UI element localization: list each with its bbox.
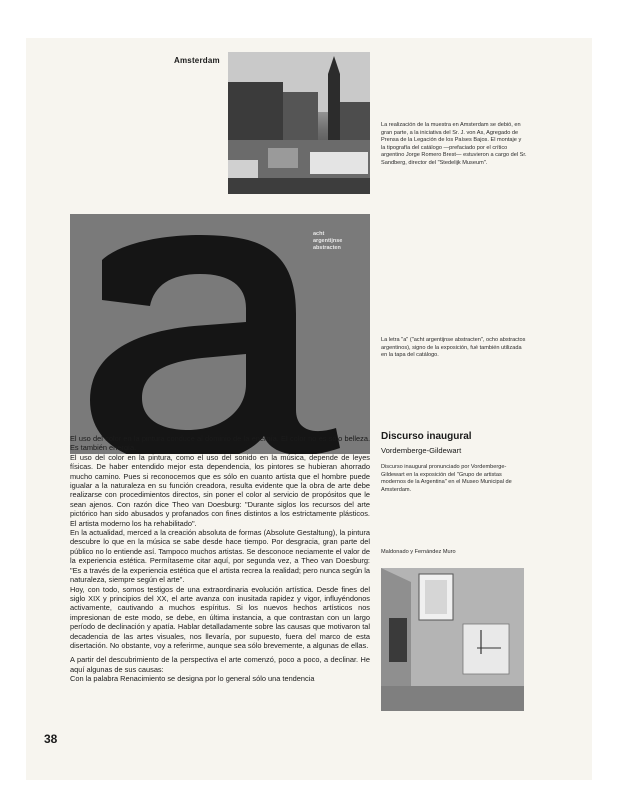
poster-caption: La letra "a" ("acht argentijnse abstracten", ocho abstractos argentinos), signo de la exposición, fué también utilizada en la tapa del catálogo. <box>381 337 526 359</box>
body-paragraph: Hoy, con todo, somos testigos de una extraordinaria evolución artística. Desde fines del siglo XIX y principios del XX, el arte avanza con inusitada rapidez y vigor, influyéndonos activamente, cautivando a muchos espíritus. Si los nuevos hechos artísticos nos impresionan de este modo, se debe, en última instancia, a que contrastan con un largo período de declinación y apatía. Hablar detalladamente sobre las causas que motivaron tal decadencia de las artes visuales, nos llevaría, por supuesto, fuera del marco de esta disertación. No obstante, voy a referirme, aunque sea sólo brevemente, a algunas de ellas. <box>70 584 370 650</box>
poster-text-line: abstracten <box>313 245 341 251</box>
catalog-poster-image <box>70 214 370 454</box>
section-title: Discurso inaugural <box>381 431 472 442</box>
body-paragraph: El uso del color en la pintura, como el uso del sonido en la música, depende de leyes físicas. De haber entendido mejor esta dependencia, los pintores se hubieran ahorrado mucho camino. Pues si reconocemos que es sólo en cuanto artista que el hombre puede igualar a la naturaleza en su función creadora, resulta evidente que la obra de arte debe realizarse con procedimientos directos, sin poner el color al servicio de propósitos que le sean ajenos. Con razón dice Theo van Doesburg: "Durante siglos los recursos del arte pictórico han sido abusados y profanados con fines distintos a los estrictamente plásticos. El artista moderno los ha rehabilitado". <box>70 452 370 528</box>
amsterdam-heading: Amsterdam <box>174 56 220 65</box>
body-paragraph: Con la palabra Renacimiento se designa por lo general sólo una tendencia <box>70 674 315 684</box>
amsterdam-canal-photo <box>228 52 370 194</box>
poster-text-line: acht <box>313 231 325 237</box>
exhibition-room-photo <box>381 568 524 711</box>
poster-text-line: argentijnse <box>313 238 343 244</box>
discurso-caption: Discurso inaugural pronunciado por Vordemberge-Gildewart en la exposición del "Grupo de artistas modernos de la Argentina" en el Museo Municipal de Amsterdam. <box>381 464 512 493</box>
article-body <box>70 434 370 684</box>
poster-text <box>313 231 370 252</box>
page-number: 38 <box>44 732 58 746</box>
photo-caption: Maldonado y Fernández Muro <box>381 549 456 555</box>
body-paragraph: El uso del color en la pintura conduce al dominio de la energía. El color no es sólo belleza. Es también energía. <box>70 434 370 453</box>
amsterdam-caption: La realización de la muestra en Amsterdam se debió, en gran parte, a la iniciativa del Sr. J. von As, Agregado de Prensa de la Legación de los Países Bajos. El montaje y la tipografía del catálogo —prefaciado por el crítico argentino Jorge Romero Brest— estuvieron a cargo del Sr. Sandberg, director del "Stedelijk Museum". <box>381 122 527 166</box>
body-paragraph: A partir del descubrimiento de la perspectiva el arte comenzó, poco a poco, a declinar. He aquí algunas de sus causas: <box>70 655 370 674</box>
body-paragraph: En la actualidad, merced a la creación absoluta de formas (Absolute Gestaltung), la pintura descubre lo que en la música se sabe desde hace tiempo. Por desgracia, gran parte del público no lo entiende así. Tampoco muchos artistas. Se desconoce neciamente el valor de la experiencia estética. Permítaseme citar aquí, por segunda vez, a Theo van Doesburg: "Es a través de la experiencia estética que el artista recrea la realidad; pero nunca según la naturaleza, siempre según el arte". <box>70 528 370 585</box>
section-author: Vordemberge-Gildewart <box>381 446 462 455</box>
